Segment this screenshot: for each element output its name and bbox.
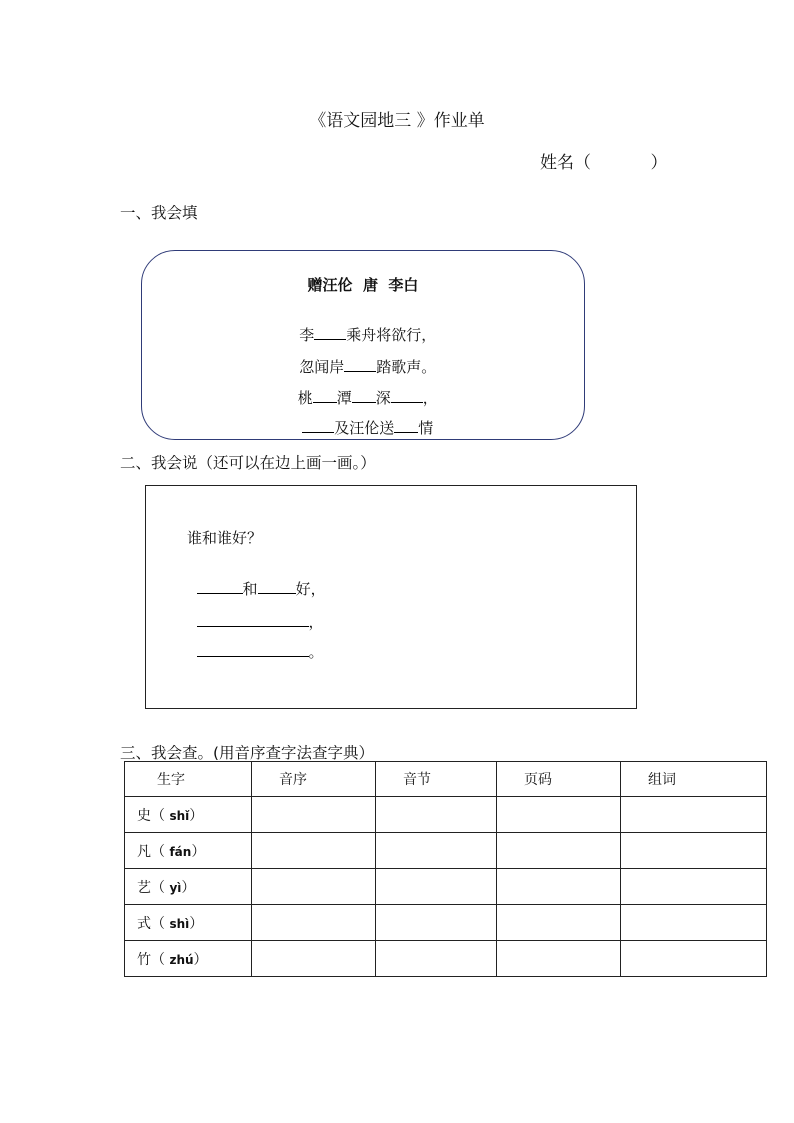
say-blank-4[interactable] (197, 642, 309, 657)
answer-cell[interactable] (252, 797, 376, 833)
poem-line-1-start: 李 (299, 326, 315, 344)
pinyin: yì (169, 880, 182, 895)
column-header: 组词 (621, 762, 767, 797)
say-line-1-end: 好， (295, 580, 326, 598)
answer-cell[interactable] (252, 869, 376, 905)
poem-line-4 (141, 399, 585, 438)
say-blank-1[interactable] (197, 579, 243, 594)
section3-heading: 三、我会查。(用音序查字法查字典） (120, 744, 375, 762)
answer-cell[interactable] (621, 797, 767, 833)
answer-cell[interactable] (497, 833, 621, 869)
answer-cell[interactable] (252, 905, 376, 941)
blank-6[interactable] (302, 418, 334, 433)
poem-line-3-b: 潭 (336, 389, 352, 407)
column-header: 音节 (376, 762, 497, 797)
table-row (125, 869, 767, 905)
pinyin: zhú (169, 952, 194, 967)
say-blank-2[interactable] (258, 579, 296, 594)
poem-line-4-mid: 及汪伦送 (334, 419, 395, 437)
say-line-1-mid: 和 (242, 580, 258, 598)
answer-cell[interactable] (621, 905, 767, 941)
column-header: 音序 (252, 762, 376, 797)
table-row (125, 941, 767, 977)
char-cell: 式（ shì） (125, 905, 252, 941)
column-header: 生字 (125, 762, 252, 797)
char-cell: 艺（ yì） (125, 869, 252, 905)
answer-cell[interactable] (376, 869, 497, 905)
say-question: 谁和谁好？ (187, 529, 263, 547)
answer-cell[interactable] (497, 869, 621, 905)
answer-cell[interactable] (252, 833, 376, 869)
poem-line-2-start: 忽闻岸 (299, 358, 345, 376)
answer-cell[interactable] (621, 869, 767, 905)
table-header-row (125, 762, 767, 797)
dictionary-table (124, 761, 767, 977)
table-row (125, 905, 767, 941)
char: 式 (137, 915, 151, 932)
char: 凡 (137, 843, 151, 860)
poem-line-3-a: 桃 (297, 389, 313, 407)
char: 艺 (137, 879, 151, 896)
char-cell: 竹（ zhú） (125, 941, 252, 977)
table-row (125, 797, 767, 833)
char: 史 (137, 807, 151, 824)
char-cell: 凡（ fán） (125, 833, 252, 869)
poem-line-2-end: 踏歌声。 (376, 358, 437, 376)
char-cell: 史（ shǐ） (125, 797, 252, 833)
poem-line-1-end: 乘舟将欲行， (346, 326, 437, 344)
poem-line-3-c: 深 (375, 389, 391, 407)
answer-cell[interactable] (497, 797, 621, 833)
page-title: 《语文园地三 》作业单 (309, 111, 485, 131)
say-line-3 (187, 623, 324, 662)
answer-cell[interactable] (376, 941, 497, 977)
answer-cell[interactable] (376, 797, 497, 833)
answer-cell[interactable] (497, 905, 621, 941)
pinyin: shǐ (169, 808, 190, 823)
section1-heading: 一、我会填 (120, 204, 198, 222)
pinyin: shì (169, 916, 190, 931)
say-line-3-end: 。 (308, 643, 324, 661)
answer-cell[interactable] (621, 941, 767, 977)
answer-cell[interactable] (621, 833, 767, 869)
name-field-label[interactable]: 姓名（ ） (540, 153, 668, 173)
say-line-2-end: ， (308, 613, 324, 631)
column-header: 页码 (497, 762, 621, 797)
poem-title: 赠汪伦 唐 李白 (307, 276, 419, 294)
answer-cell[interactable] (252, 941, 376, 977)
pinyin: fán (169, 844, 192, 859)
poem-line-4-end: 情 (418, 419, 434, 437)
answer-cell[interactable] (376, 905, 497, 941)
blank-7[interactable] (394, 418, 418, 433)
section2-heading: 二、我会说（还可以在边上画一画。） (120, 454, 376, 472)
answer-cell[interactable] (376, 833, 497, 869)
answer-cell[interactable] (497, 941, 621, 977)
char: 竹 (137, 951, 151, 968)
table-row (125, 833, 767, 869)
poem-line-3-d: ， (422, 389, 438, 407)
